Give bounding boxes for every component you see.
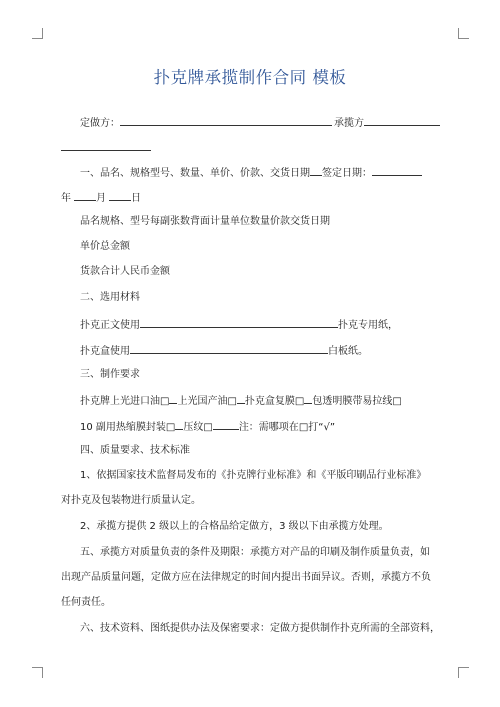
section-1-title: 一、品名、规格型号、数量、单价、价款、交货日期 — [80, 168, 310, 179]
section-6-para-1: 六、技术资料、图纸提供办法及保密要求：定做方提供制作扑克所需的全部资料， — [80, 623, 440, 634]
req-box-laminate: 扑克盒复膜 — [244, 396, 295, 407]
dingzuo-blank[interactable] — [120, 115, 332, 126]
corner-mark-top-left — [32, 28, 43, 39]
year-label: 年 — [61, 193, 71, 204]
dingzuo-label: 定做方： — [80, 118, 120, 129]
section-5-para-3: 任何责任。 — [61, 597, 111, 608]
month-label: 月 — [96, 193, 106, 204]
section-5-para-1: 五、承揽方对质量负责的条件及期限：承揽方对产品的印刷及制作质量负责，如 — [80, 547, 430, 558]
table-header-1: 品名规格、型号每副张数背面计量单位数量价款交货日期 — [80, 216, 330, 227]
table-header-2: 单价总金额 — [80, 241, 130, 252]
blank — [213, 419, 239, 430]
day-blank[interactable] — [109, 190, 131, 201]
req-emboss: 压纹 — [183, 422, 204, 433]
day-label: 日 — [131, 193, 141, 204]
sign-date-blank[interactable] — [372, 165, 422, 176]
corner-mark-bottom-left — [32, 667, 43, 678]
section-1-heading — [80, 165, 422, 181]
card-paper-suffix: 扑克专用纸， — [338, 320, 398, 331]
req-clear-film: 包透明膜带易拉线 — [312, 396, 393, 407]
checkbox[interactable]: □ — [165, 422, 176, 433]
chenglan-blank-continued — [61, 140, 151, 156]
section-4-heading: 四、质量要求、技术标准 — [80, 445, 190, 456]
card-paper-blank[interactable] — [140, 317, 338, 328]
parties-line — [80, 115, 440, 131]
section-4-para-1-cont: 对扑克及包装物进行质量认定。 — [61, 495, 201, 506]
document-title: 扑克牌承揽制作合同 模板 — [153, 68, 347, 87]
checkbox[interactable]: □ — [294, 396, 305, 407]
checkbox: □ — [298, 422, 309, 433]
section-2-heading: 二、选用材料 — [80, 292, 140, 303]
requirements-row-2 — [80, 419, 335, 435]
req-domestic-oil: 上光国产油 — [177, 396, 228, 407]
month-blank[interactable] — [74, 190, 96, 201]
checkbox[interactable]: □ — [160, 396, 170, 407]
total-amount-line: 货款合计人民币金额 — [80, 266, 170, 277]
chenglan-label: 承揽方 — [334, 118, 364, 129]
section-5-para-2: 出现产品质量问题，定做方应在法律规定的时间内提出书面异议。否则，承揽方不负 — [61, 572, 431, 583]
blank — [237, 393, 245, 404]
corner-mark-bottom-right — [458, 667, 469, 678]
req-import-oil: 扑克牌上光进口油 — [80, 396, 160, 407]
box-paper-blank[interactable] — [130, 343, 328, 354]
section-4-para-2: 2、承揽方提供 2 级以上的合格品给定做方，3 级以下由承揽方处理。 — [80, 521, 389, 532]
checkbox[interactable]: □ — [392, 396, 402, 407]
req-shrink-wrap: 10 副用热缩膜封装 — [80, 422, 166, 433]
card-paper-line — [80, 317, 398, 333]
req-note-tick: 打“√” — [308, 422, 335, 433]
box-paper-suffix: 白板纸。 — [328, 346, 368, 357]
req-note: 注：需哪项在 — [238, 422, 299, 433]
card-paper-label: 扑克正文使用 — [80, 320, 140, 331]
blank[interactable] — [310, 165, 322, 176]
requirements-row-1 — [80, 393, 402, 409]
date-line — [61, 190, 141, 206]
box-paper-label: 扑克盒使用 — [80, 346, 130, 357]
corner-mark-top-right — [458, 28, 469, 39]
checkbox[interactable]: □ — [203, 422, 213, 433]
section-3-heading: 三、制作要求 — [80, 369, 140, 380]
checkbox[interactable]: □ — [227, 396, 237, 407]
chenglan-blank[interactable] — [364, 115, 440, 126]
sign-date-label: 签定日期： — [322, 168, 372, 179]
chenglan-blank-2[interactable] — [61, 140, 151, 151]
section-4-para-1: 1、依据国家技术监督局发布的《扑克牌行业标准》和《平版印刷品行业标准》 — [80, 470, 427, 481]
box-paper-line — [80, 343, 368, 359]
